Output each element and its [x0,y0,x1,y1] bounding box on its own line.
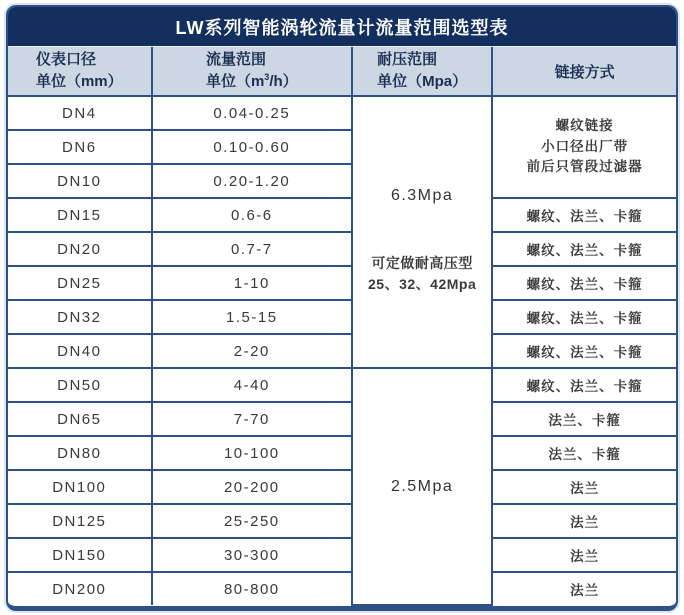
diameter-cell: DN4 [8,96,152,130]
connection-cell: 法兰、卡箍 [492,436,676,470]
pressure-low-value: 2.5Mpa [390,477,454,495]
flow-cell: 20-200 [152,470,352,504]
flow-cell: 7-70 [152,402,352,436]
table-row [8,504,676,538]
diameter-cell: DN65 [8,402,152,436]
connection-cell-small-bore: 螺纹链接 小口径出厂带 前后只管段过滤器 [492,96,676,198]
table-row [8,198,676,232]
table-row [8,266,676,300]
pressure-high-note: 可定做耐高压型 25、32、42Mpa [368,255,477,292]
flow-cell: 1.5-15 [152,300,352,334]
flow-cell: 10-100 [152,436,352,470]
connection-cell: 螺纹、法兰、卡箍 [492,368,676,402]
table-row [8,334,676,368]
table-row [8,572,676,605]
table-row [8,436,676,470]
table-title: LW系列智能涡轮流量计流量范围选型表 [8,7,676,47]
header-flow-line2: 单位$(m^3/h)$ [205,72,298,90]
flow-cell: 0.20-1.20 [152,164,352,198]
connection-cell: 法兰 [492,538,676,572]
connection-cell: 螺纹、法兰、卡箍 [492,300,676,334]
selection-table-frame [6,5,678,611]
header-cell-connection [492,47,676,96]
flow-cell: 25-250 [152,504,352,538]
flow-cell: 0.6-6 [152,198,352,232]
diameter-cell: DN15 [8,198,152,232]
flow-cell: 0.7-7 [152,232,352,266]
table-row [8,402,676,436]
flow-cell: 2-20 [152,334,352,368]
header-pressure-line1: 耐压范围 [377,51,438,69]
flow-cell: 30-300 [152,538,352,572]
flow-cell: 80-800 [152,572,352,605]
diameter-cell: DN200 [8,572,152,605]
diameter-cell: DN32 [8,300,152,334]
header-connection-line1: 链接方式 [554,63,615,81]
diameter-cell: DN6 [8,130,152,164]
table-row [8,538,676,572]
header-row [8,47,676,96]
header-diameter-line2: 单位（mm） [35,73,123,90]
diameter-cell: DN100 [8,470,152,504]
flow-range-selection-table [8,47,676,606]
connection-cell: 法兰 [492,470,676,504]
table-row [8,96,676,130]
connection-cell: 法兰 [492,504,676,538]
connection-cell: 螺纹、法兰、卡箍 [492,232,676,266]
flow-cell: 0.10-0.60 [152,130,352,164]
flow-cell: 0.04-0.25 [152,96,352,130]
table-row [8,368,676,402]
flow-cell: 1-10 [152,266,352,300]
diameter-cell: DN20 [8,232,152,266]
connection-cell: 螺纹、法兰、卡箍 [492,266,676,300]
diameter-cell: DN125 [8,504,152,538]
diameter-cell: DN80 [8,436,152,470]
pressure-cell-low [352,368,492,605]
diameter-cell: DN150 [8,538,152,572]
diameter-cell: DN10 [8,164,152,198]
header-cell-diameter [8,47,152,96]
connection-cell: 法兰、卡箍 [492,402,676,436]
header-diameter-line1: 仪表口径 [35,51,96,69]
pressure-high-value: 6.3Mpa [390,187,454,204]
diameter-cell: DN40 [8,334,152,368]
diameter-cell: DN50 [8,368,152,402]
table-row [8,470,676,504]
header-pressure-line2: 单位（Mpa） [377,73,468,90]
header-cell-flow [152,47,352,96]
connection-cell: 螺纹、法兰、卡箍 [492,334,676,368]
connection-cell: 螺纹、法兰、卡箍 [492,198,676,232]
table-row [8,300,676,334]
flow-cell: 4-40 [152,368,352,402]
header-flow-line1: 流量范围 [205,51,266,69]
pressure-cell-high [352,96,492,368]
connection-cell: 法兰 [492,572,676,605]
diameter-cell: DN25 [8,266,152,300]
table-row [8,232,676,266]
